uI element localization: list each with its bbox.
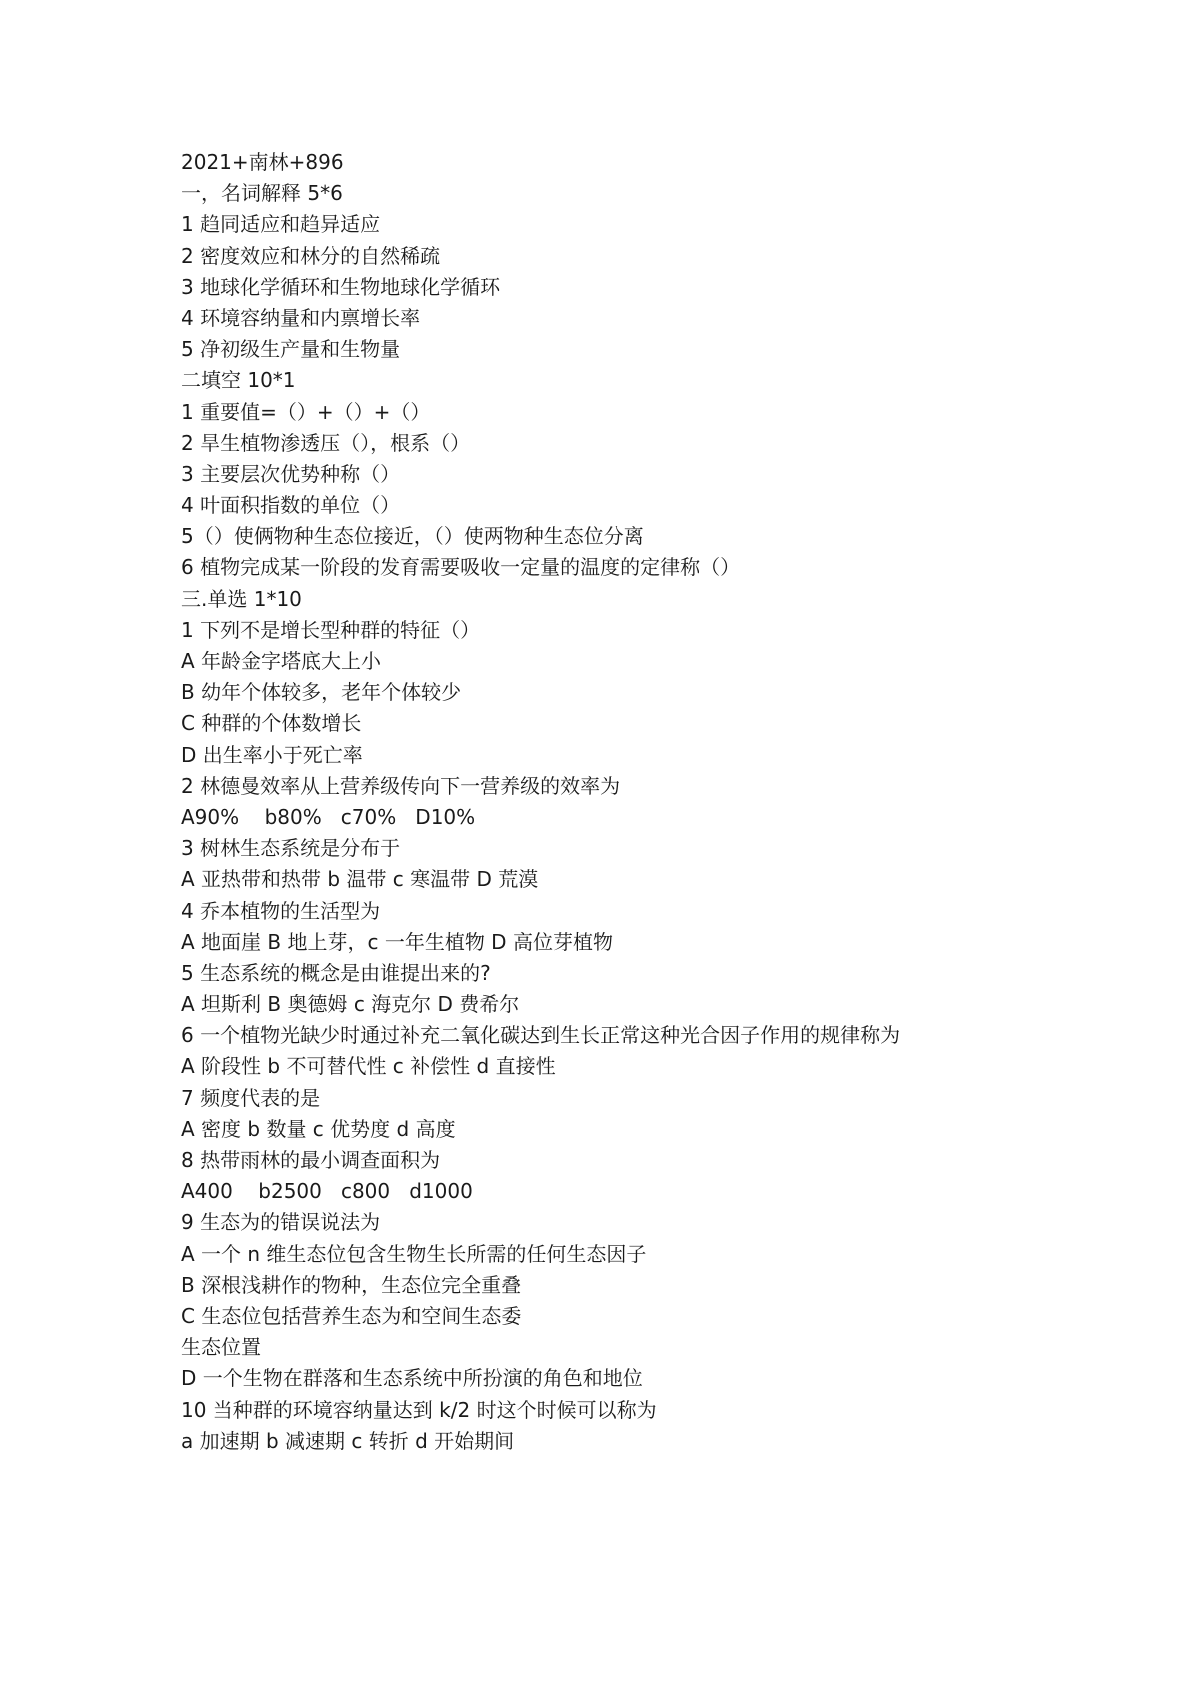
document-line: 2 旱生植物渗透压（），根系（） — [181, 430, 471, 455]
document-line: 10 当种群的环境容纳量达到 k/2 时这个时候可以称为 — [181, 1397, 657, 1422]
document-line: 4 环境容纳量和内禀增长率 — [181, 305, 421, 330]
document-line: 7 频度代表的是 — [181, 1085, 321, 1110]
document-line: a 加速期 b 减速期 c 转折 d 开始期间 — [181, 1428, 515, 1453]
document-line: D 一个生物在群落和生态系统中所扮演的角色和地位 — [181, 1366, 643, 1391]
document-line: D 出生率小于死亡率 — [181, 742, 363, 767]
document-line: 6 植物完成某一阶段的发育需要吸收一定量的温度的定律称（） — [181, 555, 741, 580]
document-line: A 阶段性 b 不可替代性 c 补偿性 d 直接性 — [181, 1054, 556, 1079]
document-line: 3 主要层次优势种称（） — [181, 461, 401, 486]
document-line: 4 叶面积指数的单位（） — [181, 493, 401, 518]
document-line: 2 林德曼效率从上营养级传向下一营养级的效率为 — [181, 773, 621, 798]
document-title: 2021+南林+896 — [181, 150, 344, 174]
document-line: 1 趋同适应和趋异适应 — [181, 212, 381, 237]
document-body — [181, 147, 1081, 1457]
document-line: A 密度 b 数量 c 优势度 d 高度 — [181, 1116, 456, 1141]
document-line: A 亚热带和热带 b 温带 c 寒温带 D 荒漠 — [181, 867, 539, 892]
document-line: 6 一个植物光缺少时通过补充二氧化碳达到生长正常这种光合因子作用的规律称为 — [181, 1023, 901, 1048]
document-line: 8 热带雨林的最小调查面积为 — [181, 1148, 441, 1172]
document-line: A 坦斯利 B 奥德姆 c 海克尔 D 费希尔 — [181, 992, 520, 1017]
document-lines — [181, 178, 1081, 1457]
document-line: 4 乔本植物的生活型为 — [181, 898, 381, 923]
document-line: B 幼年个体较多，老年个体较少 — [181, 680, 462, 705]
document-line: 三.单选 1*10 — [181, 586, 302, 611]
document-line: A 一个 n 维生态位包含生物生长所需的任何生态因子 — [181, 1241, 647, 1266]
document-line: 3 地球化学循环和生物地球化学循环 — [181, 274, 501, 299]
document-line: 5（）使俩物种生态位接近，（）使两物种生态位分离 — [181, 524, 644, 549]
document-line: 2 密度效应和林分的自然稀疏 — [181, 243, 441, 268]
document-line: 1 重要值=（）+（）+（） — [181, 399, 431, 424]
document-line: 9 生态为的错误说法为 — [181, 1210, 381, 1235]
document-line: 二填空 10*1 — [181, 368, 296, 393]
document-line: A90% b80% c70% D10% — [181, 804, 476, 829]
document-line: A 地面崖 B 地上芽，c 一年生植物 D 高位芽植物 — [181, 929, 613, 954]
document-line: A 年龄金字塔底大上小 — [181, 649, 382, 673]
document-line: 1 下列不是增长型种群的特征（） — [181, 617, 481, 642]
document-line: 5 生态系统的概念是由谁提出来的? — [181, 960, 491, 985]
document-line: 一，名词解释 5*6 — [181, 181, 343, 206]
document-line: C 种群的个体数增长 — [181, 711, 362, 736]
document-line: C 生态位包括营养生态为和空间生态委 — [181, 1303, 522, 1328]
document-line: 5 净初级生产量和生物量 — [181, 337, 401, 362]
document-line: 3 树林生态系统是分布于 — [181, 836, 401, 861]
document-line: A400 b2500 c800 d1000 — [181, 1179, 473, 1204]
document-line: B 深根浅耕作的物种，生态位完全重叠 — [181, 1272, 522, 1297]
document-line: 生态位置 — [181, 1335, 261, 1360]
